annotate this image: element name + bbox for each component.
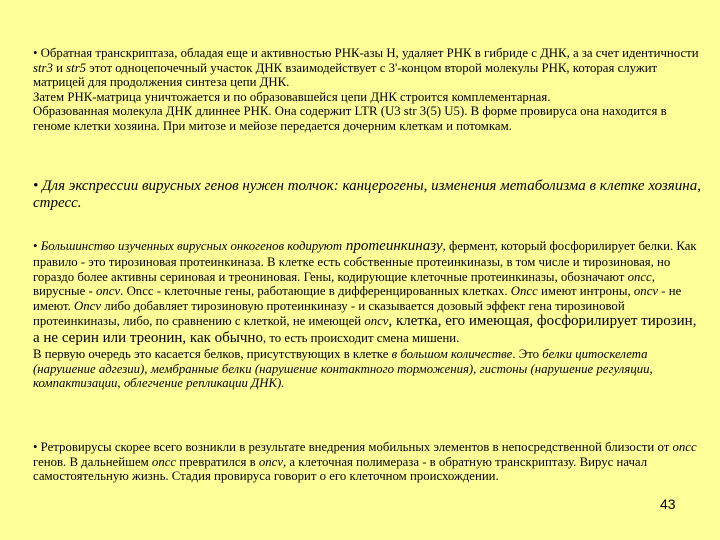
text-span: , вирусные -: [33, 269, 655, 298]
text-span: onсv: [96, 284, 121, 298]
text-span: протеинкиназу: [342, 238, 443, 254]
paragraph-retroviruses: [33, 440, 705, 484]
text-span: onсv: [633, 284, 659, 298]
text-span: этот одноцепочечный участок ДНК взаимодействует с 3'-концом второй молекулы РНК, которая служит матрицей для продолжения синтеза цепи ДНК.: [33, 60, 658, 89]
text-span: Большинство изученных вирусных онкогенов кодируют: [40, 239, 343, 253]
text-span: белки цитоскелета (нарушение адгезии), мембранные белки (нарушение контактного торможения), гистоны (нарушение регуляции, компактизации, облегчение репликации ДНК).: [33, 347, 653, 390]
text-span: str5: [66, 60, 87, 75]
text-span: либо добавляет тирозиновую протеинкиназу - и сказывается дозовый эффект гена тирозиновой протеинкиназы, либо, по сравнению с клеткой, не имеющей: [33, 298, 625, 328]
text-span: onсv: [258, 454, 284, 469]
text-span: превратился в: [176, 454, 259, 469]
text-span: onсс: [672, 440, 697, 454]
paragraph-line: [33, 46, 705, 90]
page-number: 43: [660, 496, 676, 512]
paragraph-line: [33, 238, 705, 347]
text-span: , то есть происходит смена мишени.: [262, 331, 460, 345]
text-span: , а клеточная полимераза - в обратную транскриптазу. Вирус начал самостоятельную жизнь. Стадия провируса говорит о его клеточном происхождении.: [33, 454, 648, 483]
text-span: • Обратная транскриптаза, обладая еще и активностью РНК-азы Н, удаляет РНК в гибриде с ДНК, а за счет идентичности: [33, 46, 699, 60]
text-span: str3: [33, 60, 53, 75]
text-span: onсv: [364, 314, 389, 328]
paragraph-reverse-transcriptase: [33, 46, 705, 133]
text-span: •: [33, 239, 41, 253]
text-span: - не имеют.: [33, 284, 682, 313]
text-span: генов. В дальнейшем: [33, 454, 152, 469]
text-span: , фермент, который фосфорилирует белки. Как правило - это тирозиновая протеинкиназа. В клетке есть собственные протеинкиназы, в том числе и тирозиновая, но гораздо более активны сериновая и треониновая. Гены, кодирующие клеточные протеинкиназы, обозначают: [33, 239, 697, 284]
paragraph-line: Образованная молекула ДНК длиннее РНК. Она содержит LTR (U3 str 3(5) U5). В форме провируса она находится в геноме клетки хозяина. При митозе и мейозе передается дочерним клеткам и потомкам.: [33, 104, 667, 133]
text-span: Onсс: [510, 284, 538, 298]
text-span: onсс: [627, 269, 652, 284]
paragraph-oncogenes: [33, 238, 705, 391]
paragraph-line: [33, 440, 705, 484]
text-span: • Ретровирусы скорее всего возникли в результате внедрения мобильных элементов в непосредственной близости от: [33, 440, 673, 454]
paragraph-line: Затем РНК-матрица уничтожается и по образовавшейся цепи ДНК строится комплементарная.: [33, 89, 551, 104]
text-span: onсс: [151, 454, 177, 469]
text-span: в большом количестве: [391, 347, 513, 361]
text-span: Onсv: [74, 298, 102, 313]
text-span: В первую очередь это касается белков, присутствующих в клетке: [33, 347, 392, 361]
paragraph-line: [33, 347, 705, 391]
paragraph-expression: [33, 178, 705, 212]
text-span: и: [52, 60, 67, 75]
text-span: имеют интроны,: [537, 284, 634, 298]
paragraph-line: • Для экспрессии вирусных генов нужен толчок: канцерогены, изменения метаболизма в клетке хозяина, стресс.: [33, 178, 701, 211]
text-span: . Это: [512, 347, 543, 361]
text-span: . Onсс - клеточные гены, работающие в дифференцированных клетках.: [120, 284, 511, 298]
text-span: , клетка, его имеющая, фосфорилирует тирозин, а не серин или треонин, как обычно: [33, 313, 697, 346]
